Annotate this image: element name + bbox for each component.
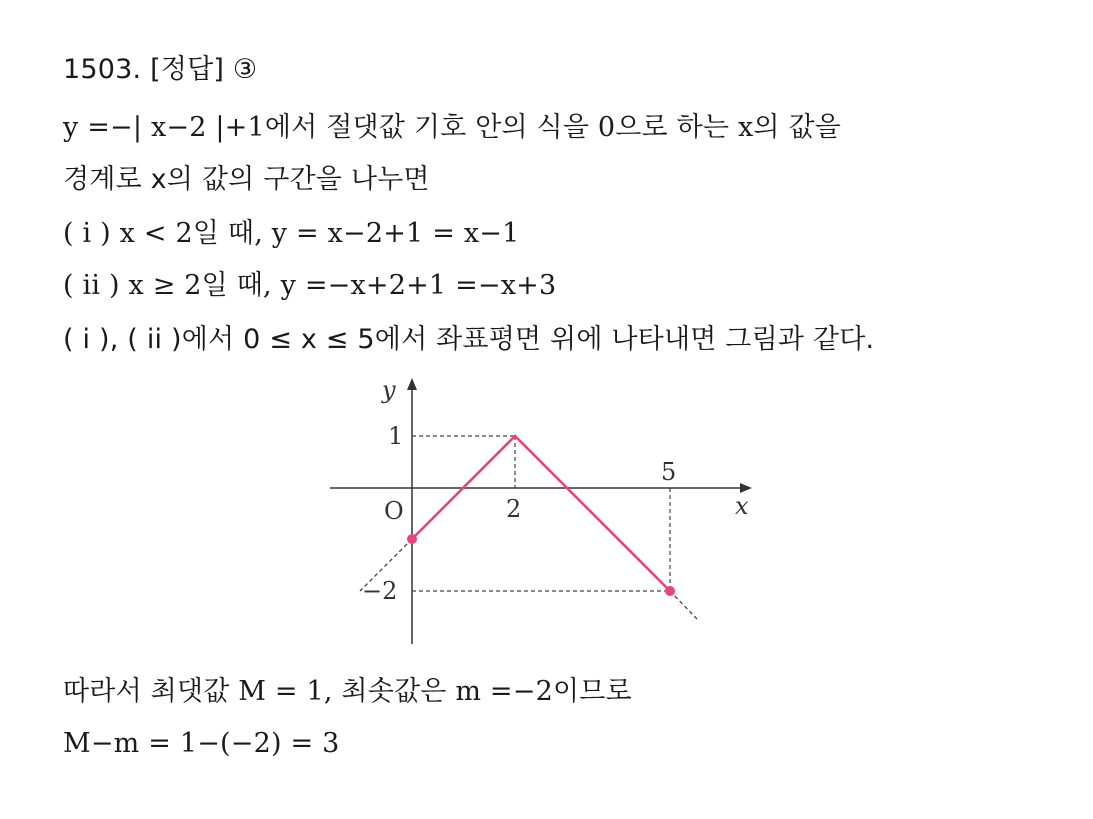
case-ii-line: ( ii ) x ≥ 2일 때, y =−x+2+1 =−x+3 (63, 270, 557, 301)
problem-heading: 1503. [정답] ③ (63, 54, 258, 85)
endpoint-end (665, 586, 675, 596)
y-axis-arrow (407, 378, 417, 390)
case-i-line: ( i ) x < 2일 때, y = x−2+1 = x−1 (63, 218, 520, 249)
graph-line (412, 436, 670, 591)
conclusion-line-1: 따라서 최댓값 M = 1, 최솟값은 m =−2이므로 (63, 676, 632, 707)
solution-line-2: 경계로 x의 값의 구간을 나누면 (63, 164, 430, 195)
solution-line-1: y =−| x−2 |+1에서 절댓값 기호 안의 식을 0으로 하는 x의 값을 (63, 112, 842, 143)
tick-label-x5: 5 (661, 458, 677, 486)
function-graph (320, 372, 770, 652)
tick-label-x2: 2 (506, 495, 522, 523)
y-axis-label: y (382, 376, 396, 404)
endpoint-start (407, 534, 417, 544)
tick-label-y1: 1 (388, 422, 404, 450)
extension-right (670, 591, 698, 620)
tick-label-ym2: −2 (362, 577, 398, 605)
solution-line-graph-intro: ( i ), ( ii )에서 0 ≤ x ≤ 5에서 좌표평면 위에 나타내면 그림과 같다. (63, 324, 875, 355)
conclusion-line-2: M−m = 1−(−2) = 3 (63, 728, 340, 759)
x-axis-label: x (735, 492, 749, 520)
origin-label: O (384, 497, 404, 525)
